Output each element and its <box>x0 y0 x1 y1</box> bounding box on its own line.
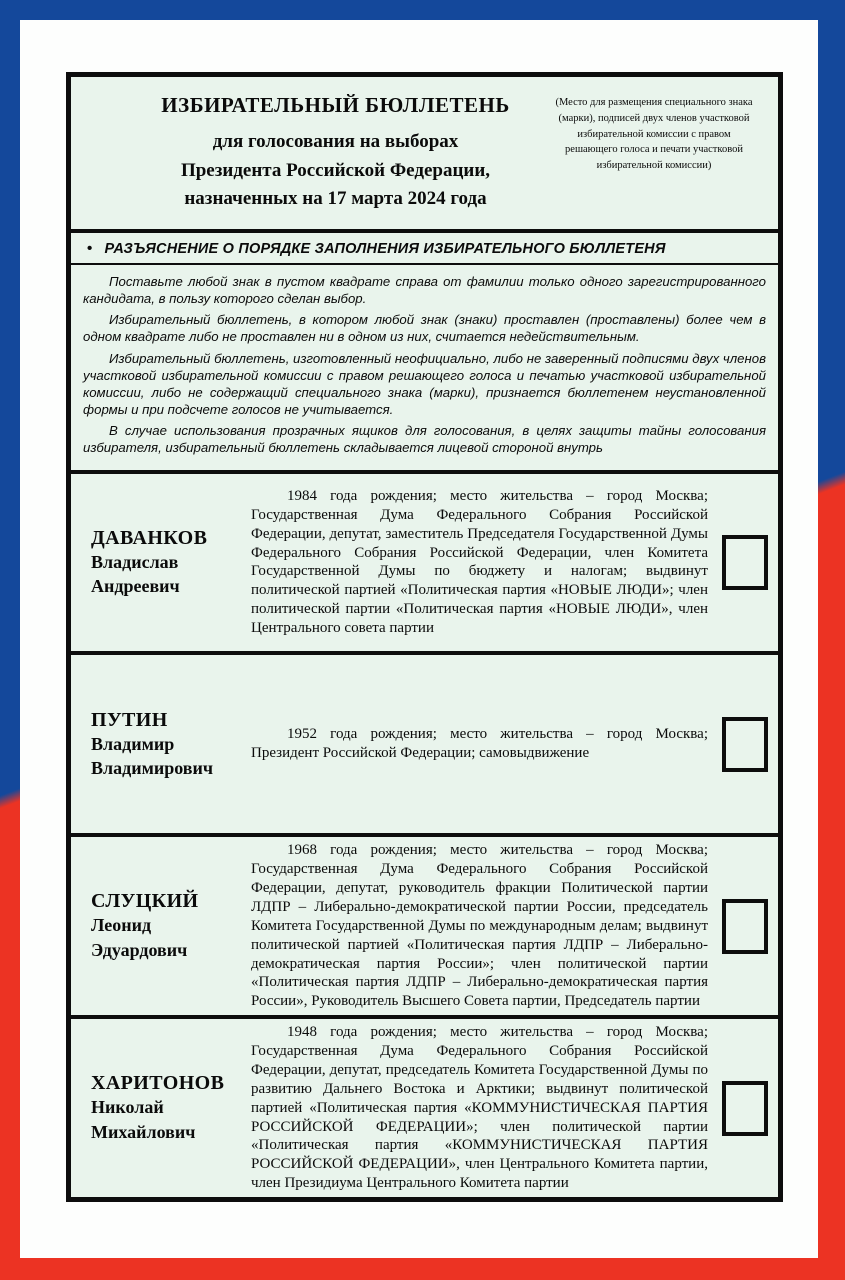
vote-checkbox[interactable] <box>722 535 768 590</box>
candidate-given-name: Владимирович <box>91 757 214 778</box>
explanation-body <box>71 265 778 470</box>
candidate-list <box>71 474 778 1197</box>
candidate-surname: ХАРИТОНОВ <box>91 1072 225 1095</box>
candidate-given-name: Леонид <box>91 915 152 936</box>
bullet-marker: • <box>87 240 93 257</box>
title-block <box>81 91 542 219</box>
candidate-given-name: Николай <box>91 1097 164 1118</box>
explanation-paragraph: Избирательный бюллетень, в котором любой знак (знаки) проставлен (проставлены) более чем в одном квадрате либо не проставлен ни в одном из них, считается недействительным. <box>83 312 766 345</box>
candidate-surname: ДАВАНКОВ <box>91 526 208 549</box>
candidate-name <box>71 890 249 962</box>
ballot-title: ИЗБИРАТЕЛЬНЫЙ БЮЛЛЕТЕНЬ <box>161 93 510 117</box>
candidate-description: 1952 года рождения; место жительства – город Москва; Президент Российской Федерации; самовыдвижение <box>251 726 708 762</box>
checkbox-cell <box>712 899 778 954</box>
candidate-given-name: Эдуардович <box>91 939 188 960</box>
candidate-surname: СЛУЦКИЙ <box>91 890 199 913</box>
checkbox-cell <box>712 1081 778 1136</box>
candidate-name <box>71 709 249 781</box>
explanation-heading-text: РАЗЪЯСНЕНИЕ О ПОРЯДКЕ ЗАПОЛНЕНИЯ ИЗБИРАТЕЛЬНОГО БЮЛЛЕТЕНЯ <box>104 240 666 257</box>
explanation-heading <box>71 233 778 265</box>
candidate-row-putin <box>71 655 778 837</box>
ballot-page <box>20 20 818 1258</box>
stamp-place-note: (Место для размещения специального знака (марки), подписей двух членов участковой избирательной комиссии с правом решающего голоса и печати участковой избирательной комиссии) <box>555 97 753 171</box>
candidate-name <box>71 1072 249 1144</box>
vote-checkbox[interactable] <box>722 1081 768 1136</box>
candidate-description: 1968 года рождения; место жительства – город Москва; Государственная Дума Федерального Собрания Российской Федерации, депутат, руководитель фракции Политической партии ЛДПР – Либерально-демократической партии России, председатель Комитета Государственной Думы по международным делам; выдвинут политической партией «Политическая партия ЛДПР – Либерально-демократическая партия России»; член политической партии «Политическая партия ЛДПР – Либерально-демократическая партия России», Руководитель Высшего Совета партии, Председатель партии <box>251 842 708 1010</box>
vote-checkbox[interactable] <box>722 717 768 772</box>
ballot-subtitle-line: Президента Российской Федерации, <box>180 159 491 181</box>
checkbox-cell <box>712 535 778 590</box>
candidate-row-kharitonov <box>71 1019 778 1197</box>
ballot-header <box>71 77 778 233</box>
candidate-given-name: Михайлович <box>91 1121 196 1142</box>
ballot <box>66 72 783 1202</box>
candidate-surname: ПУТИН <box>91 708 168 731</box>
candidate-row-slutsky <box>71 837 778 1019</box>
ballot-subtitle-line: назначенных на 17 марта 2024 года <box>184 188 487 209</box>
explanation-paragraph: В случае использования прозрачных ящиков для голосования, в целях защиты тайны голосования избирателя, избирательный бюллетень складывается лицевой стороной внутрь <box>83 423 766 456</box>
checkbox-cell <box>712 717 778 772</box>
explanation-section <box>71 233 778 474</box>
explanation-paragraph: Поставьте любой знак в пустом квадрате справа от фамилии только одного зарегистрированного кандидата, в пользу которого сделан выбор. <box>83 274 766 307</box>
candidate-description: 1948 года рождения; место жительства – город Москва; Государственная Дума Федерального Собрания Российской Федерации, депутат, председатель Комитета Государственной Думы по развитию Дальнего Востока и Арктики; выдвинут политической партией «Политическая партия «КОММУНИСТИЧЕСКАЯ ПАРТИЯ РОССИЙСКОЙ ФЕДЕРАЦИИ»; член политической партии «Политическая партия «КОММУНИСТИЧЕСКАЯ ПАРТИЯ РОССИЙСКОЙ ФЕДЕРАЦИИ», член Центрального Комитета партии, член Президиума Центрального Комитета партии <box>251 1024 708 1192</box>
candidate-description: 1984 года рождения; место жительства – город Москва; Государственная Дума Федерального Собрания Российской Федерации, депутат, заместитель Председателя Государственной Думы Федерального Собрания Российской Федерации, член Комитета Государственной Думы по бюджету и налогам; выдвинут политической партией «Политическая партия «НОВЫЕ ЛЮДИ»; член политической партии «Политическая партия «НОВЫЕ ЛЮДИ», член Центрального совета партии <box>251 487 708 637</box>
vote-checkbox[interactable] <box>722 899 768 954</box>
candidate-name <box>71 527 249 599</box>
explanation-paragraph: Избирательный бюллетень, изготовленный неофициально, либо не заверенный подписями двух членов участковой избирательной комиссии с правом решающего голоса и печатью участковой избирательной комиссии, либо не содержащий специального знака (марки), признается бюллетенем неустановленной формы и при подсчете голосов не учитывается. <box>83 350 766 418</box>
candidate-row-davankov <box>71 474 778 656</box>
ballot-subtitle-line: для голосования на выборах <box>212 131 459 152</box>
candidate-given-name: Владимир <box>91 733 175 754</box>
candidate-given-name: Андреевич <box>91 575 180 596</box>
candidate-given-name: Владислав <box>91 551 179 572</box>
